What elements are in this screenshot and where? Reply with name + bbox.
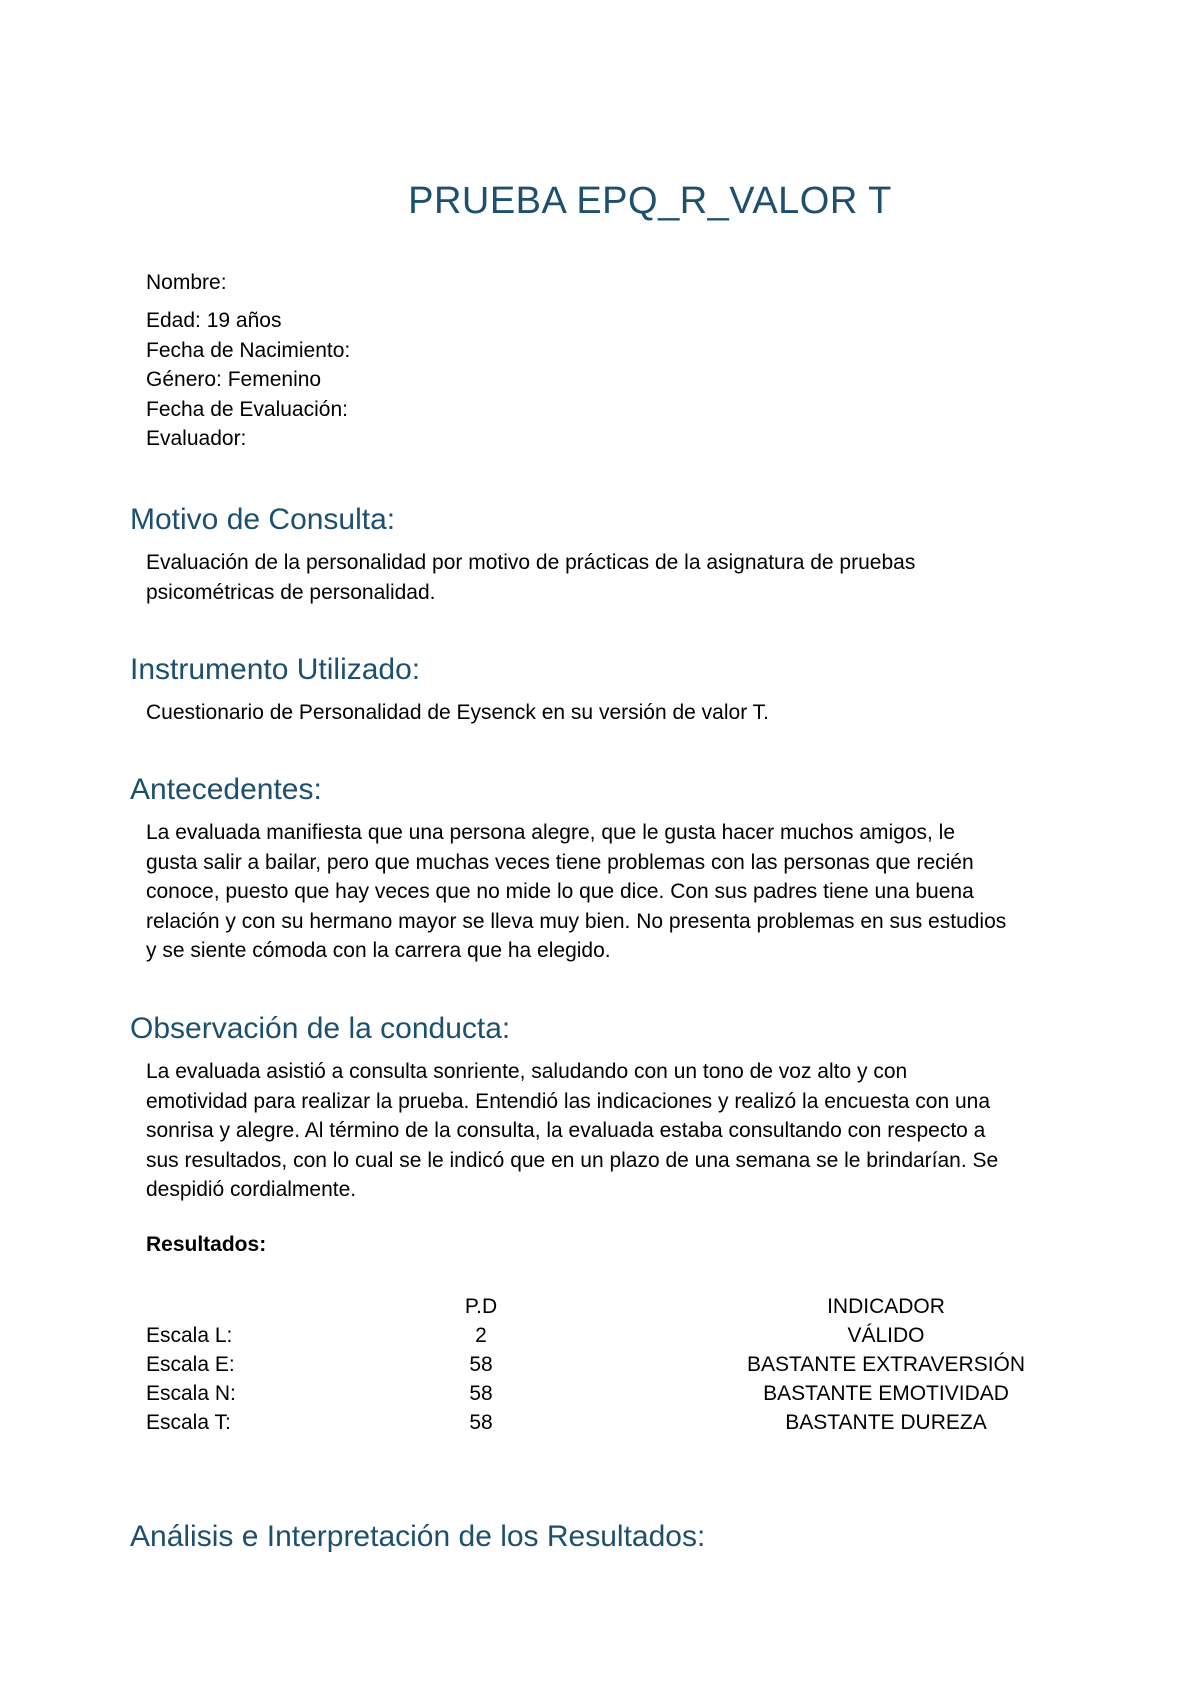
results-header-row [146, 1292, 1096, 1321]
results-pd: 58 [469, 1353, 493, 1376]
results-pd: 58 [469, 1411, 493, 1434]
paragraph-line: Evaluación de la personalidad por motivo de prácticas de la asignatura de pruebas [146, 551, 916, 574]
results-pd: 58 [469, 1382, 493, 1405]
results-table [146, 1292, 1096, 1437]
paragraph-line: despidió cordialmente. [146, 1178, 357, 1201]
heading-antecedentes: Antecedentes: [130, 773, 322, 806]
paragraph-line: gusta salir a bailar, pero que muchas veces tiene problemas con las personas que recién [146, 850, 974, 874]
paragraph-line: y se siente cómoda con la carrera que ha elegido. [146, 939, 611, 962]
heading-motivo: Motivo de Consulta: [130, 503, 396, 536]
results-header-pd: P.D [464, 1295, 498, 1318]
paragraph-line: psicométricas de personalidad. [146, 580, 436, 604]
paragraph-observacion [146, 1057, 1066, 1205]
paragraph-line: sus resultados, con lo cual se le indicó que en un plazo de una semana se le brindarían. Se [146, 1148, 999, 1172]
info-block [146, 306, 350, 454]
paragraph-line: relación y con su hermano mayor se lleva muy bien. No presenta problemas en sus estudios [146, 909, 1007, 933]
info-fecha-evaluacion: Fecha de Evaluación: [146, 397, 348, 421]
table-row [146, 1321, 1096, 1350]
heading-observacion: Observación de la conducta: [130, 1012, 511, 1045]
paragraph-line: La evaluada asistió a consulta sonriente, saludando con un tono de voz alto y con [146, 1060, 908, 1083]
paragraph-line: La evaluada manifiesta que una persona alegre, que le gusta hacer muchos amigos, le [146, 821, 956, 844]
info-edad: Edad: 19 años [146, 309, 282, 332]
table-row [146, 1350, 1096, 1379]
info-fecha-nacimiento: Fecha de Nacimiento: [146, 338, 351, 362]
table-row [146, 1379, 1096, 1408]
paragraph-motivo [146, 548, 1066, 607]
results-header-indicador: INDICADOR [827, 1295, 945, 1318]
document-title: PRUEBA EPQ_R_VALOR T [408, 180, 892, 222]
results-escala: Escala N: [146, 1382, 236, 1405]
info-nombre: Nombre: [146, 271, 227, 294]
paragraph-line: conoce, puesto que hay veces que no mide lo que dice. Con sus padres tiene una buena [146, 880, 974, 903]
results-indicador: VÁLIDO [847, 1324, 925, 1347]
paragraph-instrumento [146, 698, 1066, 728]
paragraph-line: Cuestionario de Personalidad de Eysenck en su versión de valor T. [146, 701, 769, 724]
results-indicador: BASTANTE DUREZA [785, 1411, 987, 1434]
info-genero: Género: Femenino [146, 368, 322, 391]
heading-analisis: Análisis e Interpretación de los Resultados: [130, 1520, 706, 1553]
results-indicador: BASTANTE EMOTIVIDAD [763, 1382, 1009, 1405]
results-escala: Escala E: [146, 1353, 235, 1376]
info-nombre-block [146, 268, 227, 298]
info-evaluador: Evaluador: [146, 427, 247, 450]
results-indicador: BASTANTE EXTRAVERSIÓN [746, 1353, 1026, 1376]
results-escala: Escala L: [146, 1324, 233, 1347]
table-row [146, 1408, 1096, 1437]
paragraph-antecedentes [146, 818, 1066, 966]
heading-instrumento: Instrumento Utilizado: [130, 653, 421, 686]
results-label: Resultados: [146, 1233, 267, 1256]
paragraph-line: emotividad para realizar la prueba. Entendió las indicaciones y realizó la encuesta con una [146, 1089, 991, 1113]
results-escala: Escala T: [146, 1411, 231, 1434]
results-pd: 2 [475, 1324, 487, 1347]
paragraph-line: sonrisa y alegre. Al término de la consulta, la evaluada estaba consultando con respecto a [146, 1119, 986, 1142]
